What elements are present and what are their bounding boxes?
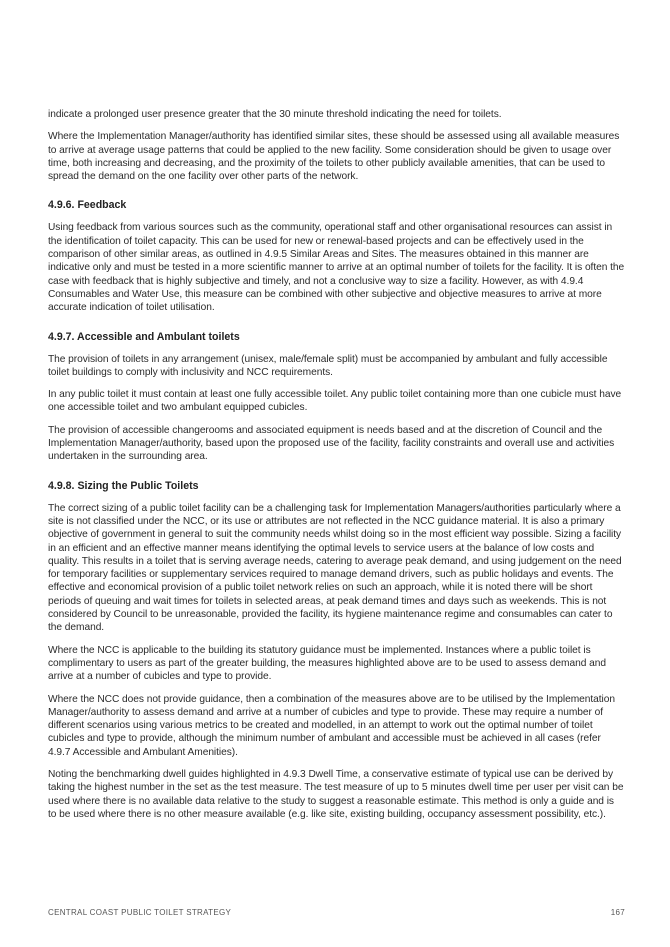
sizing-paragraph-1: The correct sizing of a public toilet facility can be a challenging task for Implementation Managers/authorities particularly where a site is not classified under the NCC, or its use or attributes are not reflected in the NCC guidance material. It is also a primary objective of government in general to suit the community needs whilst doing so in the most efficient way possible. Sizing a facility in an efficient and an effective manner means identifying the optimal levels to service users at the balance of low costs and quality. This results in a toilet that is serving average needs, catering to average peak demand, and using judgement on the need for temporary facilities or supplementary services required to manage demand drivers, such as public holidays and events. The effective and economical provision of a public toilet network relies on such an approach, while it is noted there will be short periods of queuing and wait times for toilets in selected areas, at peak demand times and days such as weekends. This is not considered by Council to be unreasonable, provided the facility, its hygiene maintenance regime and consumables can cater to the demand. (48, 502, 622, 634)
accessible-paragraph-1: The provision of toilets in any arrangement (unisex, male/female split) must be accompanied by ambulant and fully accessible toilet buildings to comply with inclusivity and NCC requirements. (48, 353, 608, 378)
sizing-paragraph-2: Where the NCC is applicable to the building its statutory guidance must be implemented. Instances where a public toilet is complimentary to users as part of the greater building, the measures highlighted above are to be used to assess demand and arrive at a number of cubicles and type to provide. (48, 644, 606, 683)
accessible-paragraph-3: The provision of accessible changerooms and associated equipment is needs based and at the discretion of Council and the Implementation Manager/authority, based upon the proposed use of the facility, facility constraints and overall use and activities undertaken in the surrounding area. (48, 424, 615, 463)
sizing-paragraph-4: Noting the benchmarking dwell guides highlighted in 4.9.3 Dwell Time, a conservative estimate of typical use can be derived by taking the highest number in the set as the test measure. The test measure of up to 5 minutes dwell time per user per visit can be used where there is no available data relative to the study to suggest a reasonable estimate. This method is only a guide and is to be used where there is no other measure available (e.g. like site, existing building, occupancy assessment possibility, etc.). (48, 768, 624, 820)
intro-paragraph-1: indicate a prolonged user presence greater that the 30 minute threshold indicating the need for toilets. (48, 109, 502, 120)
page-footer (48, 908, 625, 917)
footer-title: CENTRAL COAST PUBLIC TOILET STRATEGY (48, 908, 232, 917)
accessible-paragraph-2: In any public toilet it must contain at least one fully accessible toilet. Any public toilet containing more than one cubicle must have one accessible toilet and two ambulant equipped cubicles. (48, 389, 622, 414)
feedback-paragraph: Using feedback from various sources such as the community, operational staff and other organisational resources can assist in the identification of toilet capacity. This can be used for new or renewal-based projects and can be effectively used in the comparison of other similar areas, as outlined in 4.9.5 Similar Areas and Sites. The measures obtained in this manner are indicative only and must be tested in a more scientific manner to arrive at an optimal number of toilets for the facility. It is often the case with feedback that is highly subjective and timely, and not a conclusive way to size a facility. However, as with 4.9.4 Consumables and Water Use, this measure can be combined with other subjective and objective measures to arrive at more accurate indication of toilet utilisation. (48, 222, 625, 314)
intro-paragraph-2: Where the Implementation Manager/authority has identified similar sites, these should be assessed using all available measures to arrive at average usage patterns that could be applied to the new facility. Some consideration should be given to usage over time, both increasing and decreasing, and the proximity of the toilets to other publicly available amenities, that can be used to spread the demand on the one facility over other parts of the network. (48, 131, 620, 183)
page-number: 167 (610, 908, 625, 917)
sizing-paragraph-3: Where the NCC does not provide guidance, then a combination of the measures above are to be utilised by the Implementation Manager/authority to assess demand and arrive at a number of cubicles and type to provide. These may require a number of different scenarios using various metrics to be created and modelled, in an attempt to work out the optimal number of toilet cubicles and type to provide, although the minimum number of ambulant and accessible must be achieved in all cases (refer 4.9.7 Accessible and Ambulant Amenities). (48, 693, 616, 758)
accessible-heading: 4.9.7. Accessible and Ambulant toilets (48, 330, 240, 343)
document-body (48, 108, 625, 830)
feedback-heading: 4.9.6. Feedback (48, 199, 127, 212)
sizing-heading: 4.9.8. Sizing the Public Toilets (48, 479, 199, 492)
